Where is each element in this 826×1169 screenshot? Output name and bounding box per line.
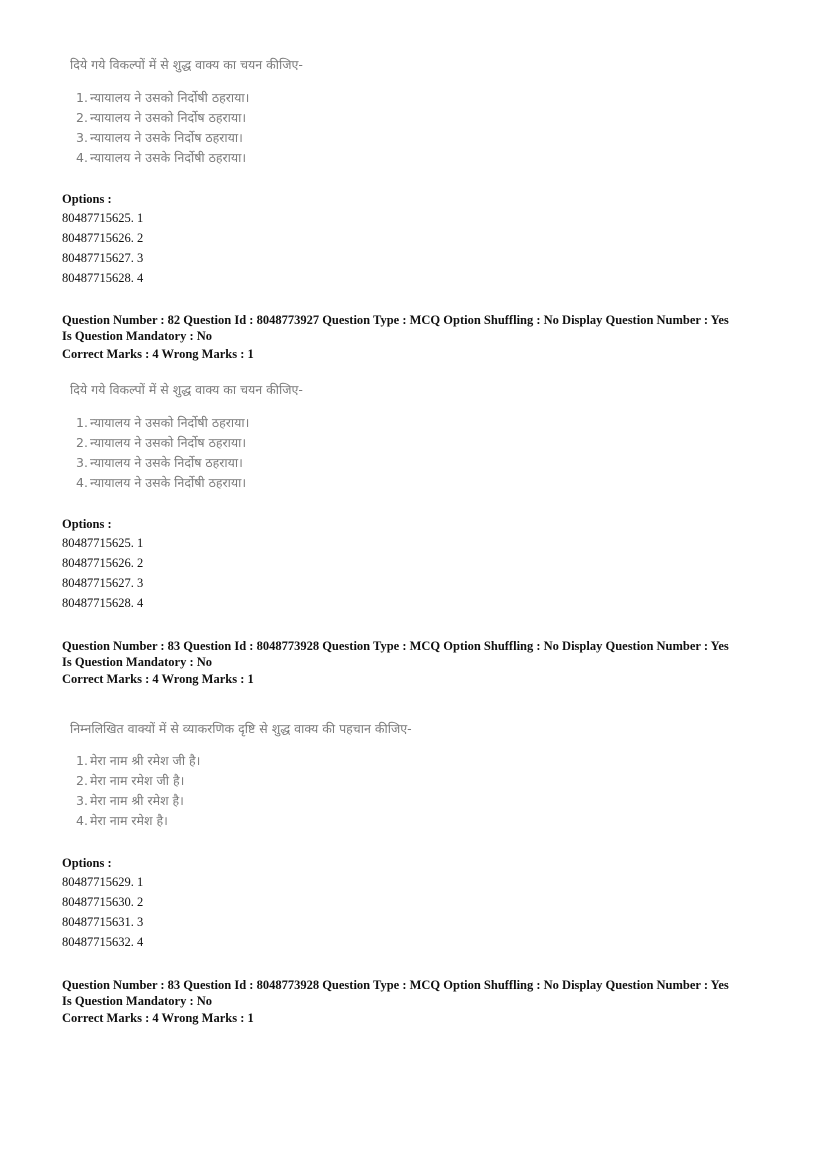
question-instruction: दिये गये विकल्पों में से शुद्ध वाक्य का चयन कीजिए- bbox=[70, 382, 303, 397]
choice-4: 4. मेरा नाम रमेश है। bbox=[76, 813, 168, 828]
question-marks: Correct Marks : 4 Wrong Marks : 1 bbox=[62, 672, 254, 686]
question-mandatory: Is Question Mandatory : No bbox=[62, 994, 213, 1008]
options-label: Options : bbox=[62, 517, 112, 531]
option-item: 80487715626. 2 bbox=[62, 556, 144, 570]
question-marks: Correct Marks : 4 Wrong Marks : 1 bbox=[62, 347, 254, 361]
option-item: 80487715627. 3 bbox=[62, 576, 144, 590]
choice-2: 2. न्यायालय ने उसको निर्दोष ठहराया। bbox=[76, 110, 247, 125]
question-mandatory: Is Question Mandatory : No bbox=[62, 655, 213, 669]
option-item: 80487715630. 2 bbox=[62, 895, 144, 909]
option-item: 80487715626. 2 bbox=[62, 231, 144, 245]
question-instruction: दिये गये विकल्पों में से शुद्ध वाक्य का चयन कीजिए- bbox=[70, 57, 303, 72]
choice-1: 1. न्यायालय ने उसको निर्दोषी ठहराया। bbox=[76, 90, 250, 105]
choice-3: 3. न्यायालय ने उसके निर्दोष ठहराया। bbox=[76, 455, 243, 470]
question-meta: Question Number : 83 Question Id : 8048773928 Question Type : MCQ Option Shuffling : No Display Question Number : Yes bbox=[62, 639, 729, 653]
option-item: 80487715629. 1 bbox=[62, 875, 144, 889]
question-instruction: निम्नलिखित वाक्यों में से व्याकरणिक दृष्टि से शुद्ध वाक्य की पहचान कीजिए- bbox=[70, 721, 412, 736]
option-item: 80487715632. 4 bbox=[62, 935, 144, 949]
option-item: 80487715627. 3 bbox=[62, 251, 144, 265]
option-item: 80487715628. 4 bbox=[62, 596, 144, 610]
choice-3: 3. मेरा नाम श्री रमेश है। bbox=[76, 793, 184, 808]
choice-4: 4. न्यायालय ने उसके निर्दोषी ठहराया। bbox=[76, 150, 247, 165]
option-item: 80487715628. 4 bbox=[62, 271, 144, 285]
option-item: 80487715625. 1 bbox=[62, 536, 144, 550]
choice-1: 1. न्यायालय ने उसको निर्दोषी ठहराया। bbox=[76, 415, 250, 430]
choice-1: 1. मेरा नाम श्री रमेश जी है। bbox=[76, 753, 201, 768]
choice-2: 2. मेरा नाम रमेश जी है। bbox=[76, 773, 185, 788]
question-mandatory: Is Question Mandatory : No bbox=[62, 329, 213, 343]
choice-3: 3. न्यायालय ने उसके निर्दोष ठहराया। bbox=[76, 130, 243, 145]
option-item: 80487715631. 3 bbox=[62, 915, 144, 929]
question-meta: Question Number : 82 Question Id : 8048773927 Question Type : MCQ Option Shuffling : No Display Question Number : Yes bbox=[62, 313, 729, 327]
option-item: 80487715625. 1 bbox=[62, 211, 144, 225]
options-label: Options : bbox=[62, 192, 112, 206]
choice-4: 4. न्यायालय ने उसके निर्दोषी ठहराया। bbox=[76, 475, 247, 490]
question-meta: Question Number : 83 Question Id : 8048773928 Question Type : MCQ Option Shuffling : No Display Question Number : Yes bbox=[62, 978, 729, 992]
choice-2: 2. न्यायालय ने उसको निर्दोष ठहराया। bbox=[76, 435, 247, 450]
options-label: Options : bbox=[62, 856, 112, 870]
question-marks: Correct Marks : 4 Wrong Marks : 1 bbox=[62, 1011, 254, 1025]
